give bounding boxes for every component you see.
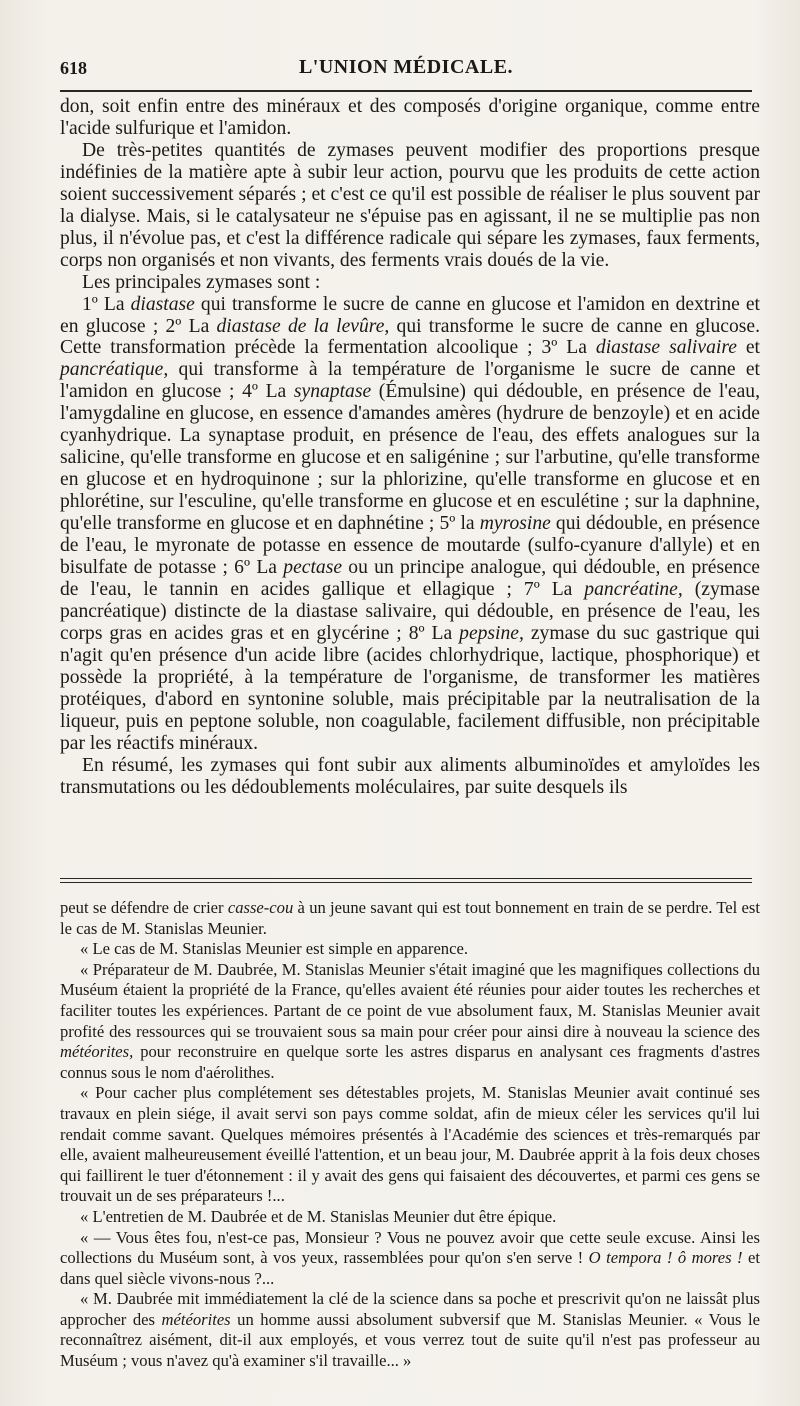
paragraph-summary: En résumé, les zymases qui font subir aux aliments albuminoïdes et amyloïdes les transmutations ou les dédoublements moléculaires, par suite desquels ils — [60, 754, 760, 798]
feuilleton-paragraph: « Préparateur de M. Daubrée, M. Stanislas Meunier s'était imaginé que les magnifiques collections du Muséum étaient la propriété de la France, qu'elles avaient été réunies pour aider toutes les recherches et faciliter toutes les expériences. Partant de ce point de vue absolument faux, M. Stanislas Meunier avait profité des ressources qui se trouvaient sous sa main pour créer pour ainsi dire à nouveau la science des météorites, pour reconstruire en quelque sorte les astres disparus en analysant ces fragments d'astres connus sous le nom d'aérolithes. — [60, 959, 760, 1082]
feuilleton-text — [60, 898, 760, 1372]
term-pectase: pectase — [283, 557, 343, 579]
main-text — [60, 96, 760, 799]
term-pancreatique: pancréatique, — [60, 359, 169, 381]
feuilleton-paragraph: peut se défendre de crier casse-cou à un jeune savant qui est tout bonnement en train de se perdre. Tel est le cas de M. Stanislas Meunier. — [60, 898, 760, 938]
page-number: 618 — [60, 58, 87, 78]
feuilleton-paragraph: « M. Daubrée mit immédiatement la clé de la science dans sa poche et prescrivit qu'on ne laissât plus approcher des météorites un homme aussi absolument subversif que M. Stanislas Meunier. « Vous le reconnaîtrez aisément, dit-il aux employés, et vous verrez tout de suite qu'il n'est pas professeur au Muséum ; vous n'avez qu'à examiner s'il travaille... » — [60, 1289, 760, 1371]
term-pepsine: pepsine, — [459, 622, 524, 644]
paragraph-list-intro: Les principales zymases sont : — [82, 271, 321, 293]
term-pancreatine: pancréatine, — [584, 578, 683, 600]
term-synaptase: synaptase — [293, 381, 372, 403]
running-head: L'UNION MÉDICALE. — [298, 56, 514, 78]
page-header — [60, 56, 752, 86]
term-diastase-levure: diastase de la levûre, — [216, 315, 390, 337]
feuilleton-divider — [60, 878, 752, 883]
term-myrosine: myrosine — [479, 513, 551, 535]
paragraph-continuation: don, soit enfin entre des minéraux et des composés d'origine organique, comme entre l'acide sulfurique et l'amidon. — [60, 96, 760, 139]
term-diastase-salivaire: diastase salivaire — [595, 337, 737, 359]
feuilleton-paragraph: « Le cas de M. Stanislas Meunier est simple en apparence. — [80, 939, 468, 959]
term-diastase: diastase — [130, 293, 195, 315]
feuilleton-paragraph: « — Vous êtes fou, n'est-ce pas, Monsieur ? Vous ne pouvez avoir que cette seule excuse. Ainsi les collections du Muséum sont, à vos yeux, rassemblées pour qu'on s'en serve ! O tempora ! ô mores ! et dans quel siècle vivons-nous ?... — [60, 1227, 761, 1288]
header-rule — [60, 90, 752, 92]
paragraph-zymase-list: 1º La diastase qui transforme le sucre de canne en glucose et l'amidon en dextrine et en glucose ; 2º La diastase de la levûre, qui transforme le sucre de canne en glucose. Cette transformation précède la fermentation alcoolique ; 3º La diastase salivaire et pancréatique, qui transforme à la température de l'organisme le sucre de canne et l'amidon en glucose ; 4º La synaptase (Émulsine) qui dédouble, en présence de l'eau, l'amygdaline en glucose, en essence d'amandes amères (hydrure de benzoyle) et en acide cyanhydrique. La synaptase produit, en présence de l'eau, des effets analogues sur la salicine, qu'elle transforme en glucose et en saligénine ; sur l'arbutine, qu'elle transforme en glucose et en hydroquinone ; sur la phlorizine, qu'elle transforme en glucose et en phlorétine, sur l'esculine, qu'elle transforme en glucose et en esculétine ; sur la daphnine, qu'elle transforme en glucose et en daphnétine ; 5º la myrosine qui dédouble, en présence de l'eau, le myronate de potasse en essence de moutarde (sulfo-cyanure d'allyle) et en bisulfate de potasse ; 6º La pectase ou un principe analogue, qui dédouble, en présence de l'eau, le tannin en acides gallique et ellagique ; 7º La pancréatine, (zymase pancréatique) distincte de la diastase salivaire, qui dédouble, en présence de l'eau, les corps gras en acides gras et en glycérine ; 8º La pepsine, zymase du suc gastrique qui n'agit qu'en présence d'un acide libre (acides chlorhydrique, lactique, phosphorique) et possède la propriété, à la température de l'organisme, de transformer les matières protéiques, d'abord en syntonine soluble, mais précipitable par la neutralisation de la liqueur, puis en peptone soluble, non coagulable, facilement diffusible, non précipitable par les réactifs minéraux. — [60, 293, 761, 754]
feuilleton-paragraph: « L'entretien de M. Daubrée et de M. Stanislas Meunier dut être épique. — [80, 1206, 557, 1226]
paragraph-zymases: De très-petites quantités de zymases peuvent modifier des proportions presque indéfinies de la matière apte à subir leur action, pourvu que les produits de cette action soient successivement séparés ; et c'est ce qu'il est possible de réaliser le plus souvent par la dialyse. Mais, si le catalysateur ne s'épuise pas en agissant, il ne se multiplie pas non plus, il n'évolue pas, et c'est la différence radicale qui sépare les zymases, faux ferments, corps non organisés et non vivants, des ferments vrais doués de la vie. — [60, 139, 760, 271]
feuilleton-paragraph: « Pour cacher plus complétement ses détestables projets, M. Stanislas Meunier avait continué ses travaux en plein siége, il avait servi son pays comme soldat, afin de mieux céler les services qu'il lui rendait comme savant. Quelques mémoires présentés à l'Académie des sciences et très-remarqués par elle, avaient malheureusement éveillé l'attention, et un beau jour, M. Daubrée apprit à la fois deux choses qui faillirent le tuer d'étonnement : il y avait des gens qui faisaient des découvertes, et parmi ces gens se trouvait un de ses préparateurs !... — [60, 1083, 760, 1206]
